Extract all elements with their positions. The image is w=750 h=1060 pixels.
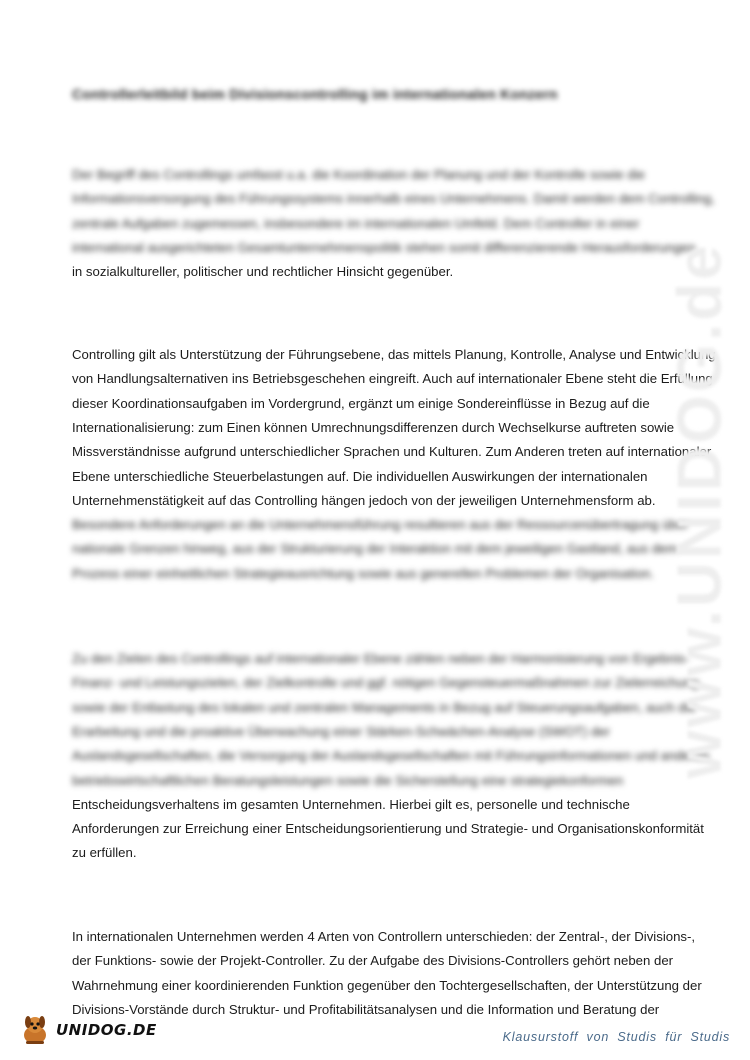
- unidog-logo: [18, 1010, 178, 1050]
- paragraph-line: sowie der Entlastung des lokalen und zentralen Managements in Bezug auf Steuerungsaufgaben, auch die: [72, 699, 696, 715]
- paragraph-line: Prozess einer einheitlichen Strategieausrichtung sowie aus generellen Problemen der Organisation.: [72, 565, 655, 581]
- paragraph-line: Zu den Zielen des Controllings auf internationaler Ebene zählen neben der Harmonisierung von Ergebnis-: [72, 651, 690, 666]
- watermark-text: www.UNIDOG.de: [665, 241, 735, 779]
- paragraph-line: Ebene unterschiedliche Steuerbelastungen auf. Die individuellen Auswirkungen der internationalen: [72, 468, 648, 484]
- paragraph-line: Controlling gilt als Unterstützung der Führungsebene, das mittels Planung, Kontrolle, Analyse und Entwicklung: [72, 347, 716, 362]
- logo-text: UNIDOG.DE: [56, 1021, 157, 1039]
- footer-tagline: Klausurstoff von Studis für Studis: [502, 1030, 730, 1044]
- paragraph-line: Finanz- und Leistungszielen, der Zielkontrolle und ggf. nötigen Gegensteuermaßnahmen zur Zielerreichung: [72, 675, 699, 691]
- paragraph-line: international ausgerichteten Gesamtunternehmenspolitik stehen somit differenzierende Herausforderungen: [72, 239, 696, 255]
- paragraph-line: Entscheidungsverhaltens im gesamten Unternehmen. Hierbei gilt es, personelle und technische: [72, 796, 630, 812]
- document-title: Controllerleitbild beim Divisionscontrolling im internationalen Konzern: [72, 86, 558, 102]
- paragraph-line: zentrale Aufgaben zugemessen, insbesondere im internationalen Umfeld. Dem Controller in einer: [72, 215, 640, 231]
- paragraph-line: Informationsversorgung des Führungssystems innerhalb eines Unternehmens. Damit werden dem Controlling,: [72, 191, 715, 207]
- paragraph-line: zu erfüllen.: [72, 845, 137, 861]
- paragraph-line: Der Begriff des Controllings umfasst u.a. die Koordination der Planung und der Kontrolle sowie die: [72, 167, 646, 182]
- paragraph-line: Wahrnehmung einer koordinierenden Funktion gegenüber den Tochtergesellschaften, der Unterstützung der: [72, 977, 702, 993]
- paragraph-line: in sozialkultureller, politischer und rechtlicher Hinsicht gegenüber.: [72, 264, 454, 280]
- paragraph-line: Anforderungen zur Erreichung einer Entscheidungsorientierung und Strategie- und Organisationskonformität: [72, 821, 704, 837]
- paragraph-line: In internationalen Unternehmen werden 4 Arten von Controllern unterschieden: der Zentral-, der Divisions-,: [72, 929, 696, 944]
- paragraph-line: Erarbeitung und die proaktive Überwachung einer Stärken-Schwächen-Analyse (SWOT) der: [72, 723, 611, 739]
- dog-mascot-icon: [18, 1013, 52, 1047]
- paragraph-line: nationale Grenzen hinweg, aus der Strukturierung der Interaktion mit dem jeweiligen Gastland, aus dem: [72, 541, 678, 557]
- paragraph-line: betriebswirtschaftlichen Beratungsleistungen sowie die Sicherstellung eine strategiekonformen: [72, 772, 624, 788]
- paragraph-line: Missverständnisse aufgrund unterschiedlicher Sprachen und Kulturen. Zum Anderen treten auf internationaler: [72, 444, 712, 460]
- paragraph-line: Unternehmenstätigkeit auf das Controlling hängen jedoch von der jeweiligen Unternehmensform ab.: [72, 492, 656, 508]
- paragraph-line: von Handlungsalternativen ins Betriebsgeschehen eingreift. Auch auf internationaler Ebene steht die Erfüllung: [72, 371, 713, 387]
- paragraph-line: Besondere Anforderungen an die Unternehmensführung resultieren aus der Ressourcenübertragung über: [72, 517, 689, 533]
- paragraph-line: Auslandsgesellschaften, die Versorgung der Auslandsgesellschaften mit Führungsinformationen und anderen: [72, 748, 710, 764]
- paragraph-line: Internationalisierung: zum Einen können Umrechnungsdifferenzen durch Wechselkurse auftreten sowie: [72, 419, 675, 435]
- paragraph-line: dieser Koordinationsaufgaben im Vordergrund, ergänzt um einige Sondereinflüsse in Bezug auf die: [72, 395, 650, 411]
- paragraph-line: Divisions-Vorstände durch Struktur- und Profitabilitätsanalysen und die Information und Beratung der: [72, 1001, 660, 1017]
- paragraph-line: der Funktions- sowie der Projekt-Controller. Zu der Aufgabe des Divisions-Controllers gehört neben der: [72, 953, 674, 969]
